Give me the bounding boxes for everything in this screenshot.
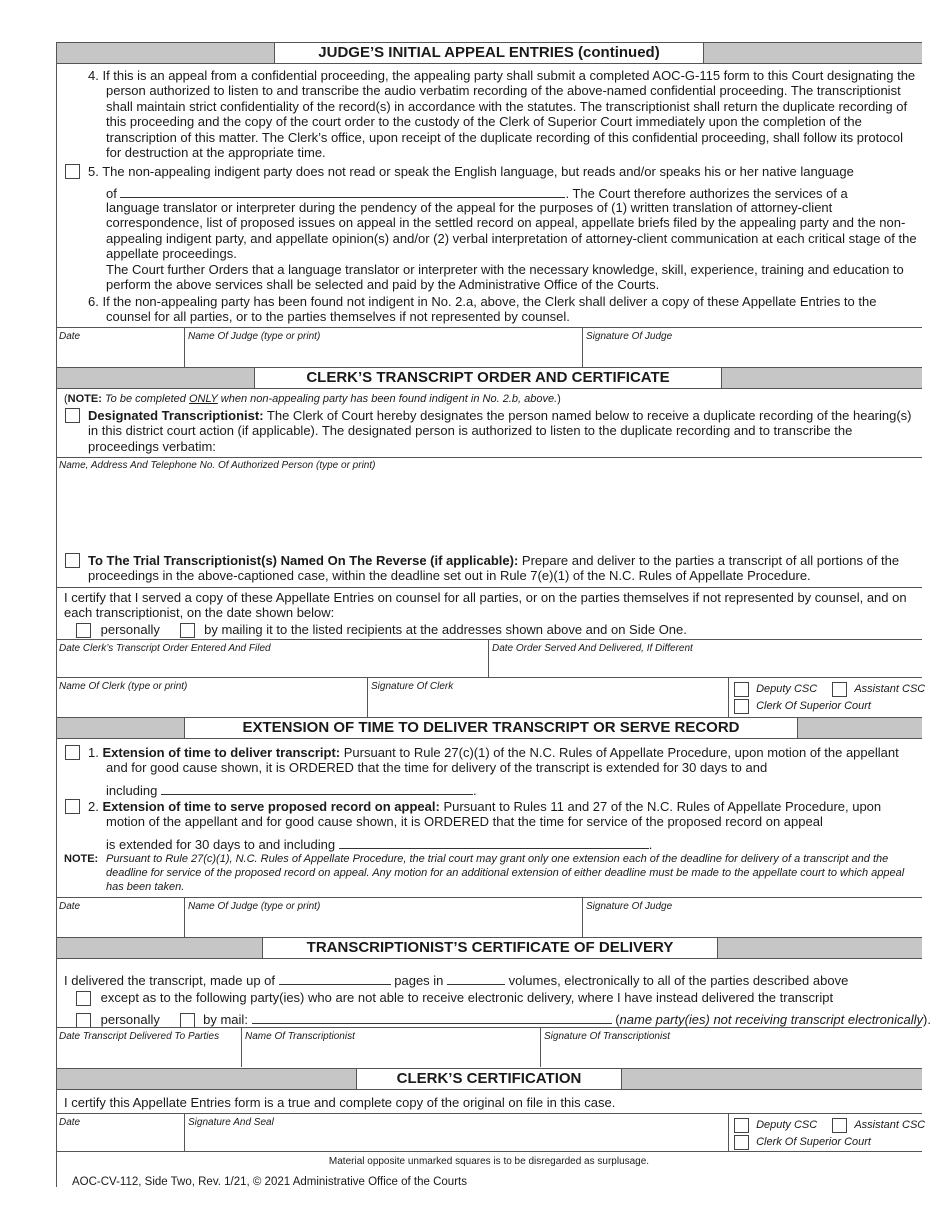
service-method-row	[76, 622, 687, 638]
cert-clerk-superior-checkbox[interactable]	[734, 1135, 749, 1150]
certification-text: I certify this Appellate Entries form is a true and complete copy of the original on file in this case.	[64, 1095, 616, 1110]
authorized-person-label: Name, Address And Telephone No. Of Authorized Person (type or print)	[59, 460, 376, 471]
divider	[582, 897, 583, 937]
note-paren: (	[64, 393, 68, 405]
cert-deputy-csc-label: Deputy CSC	[756, 1119, 818, 1132]
item-6: 6. If the non-appealing party has been found not indigent in No. 2.a, above, the Clerk shall deliver a copy of these Appellate Entries to the counsel for all parties, or to the parties themselves if not represented by counsel.	[88, 294, 877, 325]
trial-transcriptionist-text	[88, 553, 922, 584]
extension-2-text	[88, 799, 922, 830]
divider	[56, 1027, 922, 1028]
pages-field[interactable]	[279, 972, 391, 985]
delivery-header	[56, 937, 922, 959]
date-entered-label: Date Clerk’s Transcript Order Entered And Filed	[59, 643, 271, 654]
certification-header	[56, 1068, 922, 1090]
note-text: when non-appealing party has been found indigent in No. 2.b, above.	[217, 393, 558, 405]
item-5-body: language translator or interpreter during the pendency of the appeal for the purposes of (1) written translation of attorney-client correspondence, list of proposed issues on appeal in the settled record on appeal, appellate briefs filed by the appealing party and the non-appealing indigent party, and appellate opinion(s) and/or (2) verbal interpretation of attorney-client communication at each critical stage of the appellate proceedings.	[106, 200, 917, 262]
delivery-pages-in: pages in	[394, 973, 444, 988]
cert-clerk-superior-option	[734, 1135, 871, 1150]
trial-transcriptionist-checkbox[interactable]	[65, 553, 80, 568]
divider	[184, 327, 185, 367]
divider	[488, 639, 489, 677]
divider	[184, 897, 185, 937]
divider	[184, 1113, 185, 1151]
except-label: except as to the following party(ies) who are not able to receive electronic delivery, where I have instead delivered the transcript	[100, 990, 834, 1005]
extension-2-number: 2.	[88, 799, 99, 814]
extension-judge-signature-label: Signature Of Judge	[586, 901, 673, 912]
delivery-made-up-of: I delivered the transcript, made up of	[64, 973, 276, 988]
extension-title: EXTENSION OF TIME TO DELIVER TRANSCRIPT OR SERVE RECORD	[184, 718, 798, 738]
trial-body: Prepare and deliver to the parties a transcript of all portions of the proceedings in the above-captioned case, within the deadline set out in Rule 7(e)(1) of the N.C. Rules of Appellate Procedure.	[88, 553, 900, 584]
certification-title-options	[734, 1118, 925, 1133]
divider	[241, 1027, 242, 1067]
cert-deputy-csc-checkbox[interactable]	[734, 1118, 749, 1133]
extension-2-date-field[interactable]	[339, 836, 649, 849]
delivery-personally-label: personally	[100, 1012, 160, 1027]
note-only: ONLY	[188, 393, 218, 405]
clerk-transcript-header	[56, 367, 922, 389]
judge-date-label: Date	[59, 331, 81, 342]
assistant-csc-checkbox[interactable]	[832, 682, 847, 697]
delivered-date-label: Date Transcript Delivered To Parties	[59, 1031, 220, 1042]
assistant-csc-label: Assistant CSC	[854, 683, 926, 696]
extension-2-body: Pursuant to Rules 11 and 27 of the N.C. Rules of Appellate Procedure, upon motion of the appellant and for good cause shown, it is ORDERED that the time for service of the proposed record on appeal	[106, 799, 882, 830]
cert-clerk-superior-label: Clerk Of Superior Court	[756, 1136, 871, 1149]
divider	[56, 897, 922, 898]
clerk-superior-label: Clerk Of Superior Court	[756, 700, 871, 713]
paren: ).	[923, 1012, 931, 1027]
transcriptionist-name-label: Name Of Transcriptionist	[245, 1031, 355, 1042]
divider	[540, 1027, 541, 1067]
judge-name-label: Name Of Judge (type or print)	[188, 331, 321, 342]
extension-date-label: Date	[59, 901, 81, 912]
cert-assistant-csc-label: Assistant CSC	[854, 1119, 926, 1132]
native-language-field[interactable]	[120, 185, 565, 198]
item-5-authorizes: . The Court therefore authorizes the services of a	[565, 186, 848, 201]
by-mailing-checkbox[interactable]	[180, 623, 195, 638]
personally-checkbox[interactable]	[76, 623, 91, 638]
item-4: 4. If this is an appeal from a confidential proceeding, the appealing party shall submit a completed AOC-G-115 form to this Court designating the person authorized to listen to and transcribe the audio verbatim recording of the above-named confidential proceeding. The transcriptionist shall maintain strict confidentiality of the record(s) in accordance with the statutes. The transcriptionist shall return the duplicate recording of this proceeding and the copy of the court order to the custody of the Clerk of Superior Court immediately upon the completion of the transcription of this matter. The Clerk’s office, upon receipt of the duplicate recording of this confidential proceeding, shall follow its protocol for destruction at the appropriate time.	[88, 68, 916, 161]
deputy-csc-checkbox[interactable]	[734, 682, 749, 697]
extension-2-including: is extended for 30 days to and including .	[106, 837, 653, 852]
extension-1-text	[88, 745, 922, 776]
transcript-note	[64, 393, 561, 405]
note-paren: )	[557, 393, 561, 405]
clerk-name-label: Name Of Clerk (type or print)	[59, 681, 188, 692]
divider	[56, 457, 922, 458]
divider	[728, 677, 729, 717]
item-5-order: The Court further Orders that a language translator or interpreter with the necessary knowledge, skill, experience, training and education to perform the above services shall be selected and paid by the Administrative Office of the Courts.	[106, 262, 904, 293]
divider	[56, 639, 922, 640]
item-5-line1: 5. The non-appealing indigent party does not read or speak the English language, but reads and/or speaks his or her native language	[88, 164, 854, 179]
extension-1-date-field[interactable]	[161, 782, 473, 795]
volumes-field[interactable]	[447, 972, 505, 985]
clerk-superior-checkbox[interactable]	[734, 699, 749, 714]
clerk-superior-option	[734, 699, 871, 714]
certification-title: CLERK’S CERTIFICATION	[356, 1069, 622, 1089]
extension-2-label: Extension of time to serve proposed record on appeal:	[102, 799, 440, 814]
signature-seal-label: Signature And Seal	[188, 1117, 274, 1128]
item-5-checkbox[interactable]	[65, 164, 80, 179]
party-names-field[interactable]	[252, 1011, 612, 1024]
divider	[56, 677, 922, 678]
delivery-by-mail-checkbox[interactable]	[180, 1013, 195, 1028]
delivery-personally-checkbox[interactable]	[76, 1013, 91, 1028]
delivery-by-mail-label: by mail:	[203, 1012, 248, 1027]
extension-judge-name-label: Name Of Judge (type or print)	[188, 901, 321, 912]
designated-transcriptionist-text	[88, 408, 920, 454]
extension-1-number: 1.	[88, 745, 99, 760]
divider	[367, 677, 368, 717]
except-checkbox[interactable]	[76, 991, 91, 1006]
note-text: To be completed	[101, 393, 189, 405]
authorized-person-field[interactable]	[59, 474, 919, 544]
date-served-label: Date Order Served And Delivered, If Different	[492, 643, 693, 654]
clerk-title-options	[734, 682, 925, 697]
clerk-transcript-title: CLERK’S TRANSCRIPT ORDER AND CERTIFICATE	[254, 368, 722, 388]
form-left-border	[56, 42, 57, 1187]
form-id: AOC-CV-112, Side Two, Rev. 1/21, © 2021 Administrative Office of the Courts	[72, 1176, 467, 1188]
judge-signature-label: Signature Of Judge	[586, 331, 673, 342]
divider	[56, 327, 922, 328]
item-5-line2	[106, 185, 922, 201]
extension-note-text: Pursuant to Rule 27(c)(1), N.C. Rules of Appellate Procedure, the trial court may grant only one extension each of the deadline for delivery of a transcript and the deadline for service of the proposed record on appeal. Any motion for an additional extension of either deadline must be made to the appellate court to which appeal has been taken.	[106, 853, 905, 893]
divider	[582, 327, 583, 367]
extension-1-checkbox[interactable]	[65, 745, 80, 760]
personally-label: personally	[100, 622, 160, 637]
extension-note	[64, 852, 922, 894]
surplusage-note: Material opposite unmarked squares is to be disregarded as surplusage.	[328, 1156, 650, 1167]
including-label: including	[106, 783, 158, 798]
transcriptionist-signature-label: Signature Of Transcriptionist	[544, 1031, 670, 1042]
extension-1-body: Pursuant to Rule 27(c)(1) of the N.C. Rules of Appellate Procedure, upon motion of the appellant and for good cause shown, it is ORDERED that the time for delivery of the transcript is extended for 30 days to and	[106, 745, 899, 776]
delivery-line-2	[76, 990, 833, 1006]
party-note: name party(ies) not receiving transcript electronically	[619, 1012, 923, 1027]
extension-2-checkbox[interactable]	[65, 799, 80, 814]
designated-body: The Clerk of Court hereby designates the person named below to receive a duplicate recording of the hearing(s) in this district court action (if applicable). The designated person is authorized to listen to the duplicate recording and to transcribe the proceedings verbatim:	[88, 408, 912, 454]
paren: (	[615, 1012, 620, 1027]
by-mailing-label: by mailing it to the listed recipients at the addresses shown above and on Side One.	[204, 622, 687, 637]
divider	[56, 1113, 922, 1114]
judge-section-header	[56, 42, 922, 64]
delivery-title: TRANSCRIPTIONIST’S CERTIFICATE OF DELIVERY	[262, 938, 718, 958]
delivery-line-1	[64, 972, 848, 988]
designated-transcriptionist-checkbox[interactable]	[65, 408, 80, 423]
clerk-signature-label: Signature Of Clerk	[371, 681, 454, 692]
divider	[728, 1113, 729, 1151]
delivery-volumes-text: volumes, electronically to all of the parties described above	[508, 973, 849, 988]
cert-assistant-csc-checkbox[interactable]	[832, 1118, 847, 1133]
certification-date-label: Date	[59, 1117, 81, 1128]
divider	[56, 1151, 922, 1152]
divider	[56, 587, 922, 588]
delivery-line-3	[76, 1011, 931, 1028]
extension-note-label: NOTE:	[64, 853, 99, 865]
extended-label: is extended for 30 days to and including	[106, 837, 336, 852]
note-label: NOTE:	[67, 393, 102, 405]
item-5-of: of	[106, 186, 117, 201]
extension-header	[56, 717, 922, 739]
trial-label: To The Trial Transcriptionist(s) Named On The Reverse (if applicable):	[88, 553, 519, 568]
extension-1-label: Extension of time to deliver transcript:	[102, 745, 341, 760]
judge-section-title: JUDGE’S INITIAL APPEAL ENTRIES (continued)	[274, 43, 704, 63]
extension-1-including: including .	[106, 783, 477, 798]
designated-label: Designated Transcriptionist:	[88, 408, 264, 423]
deputy-csc-label: Deputy CSC	[756, 683, 818, 696]
certify-served-text: I certify that I served a copy of these Appellate Entries on counsel for all parties, or on the parties themselves if not represented by counsel, and on each transcriptionist, on the date shown below:	[64, 590, 907, 621]
